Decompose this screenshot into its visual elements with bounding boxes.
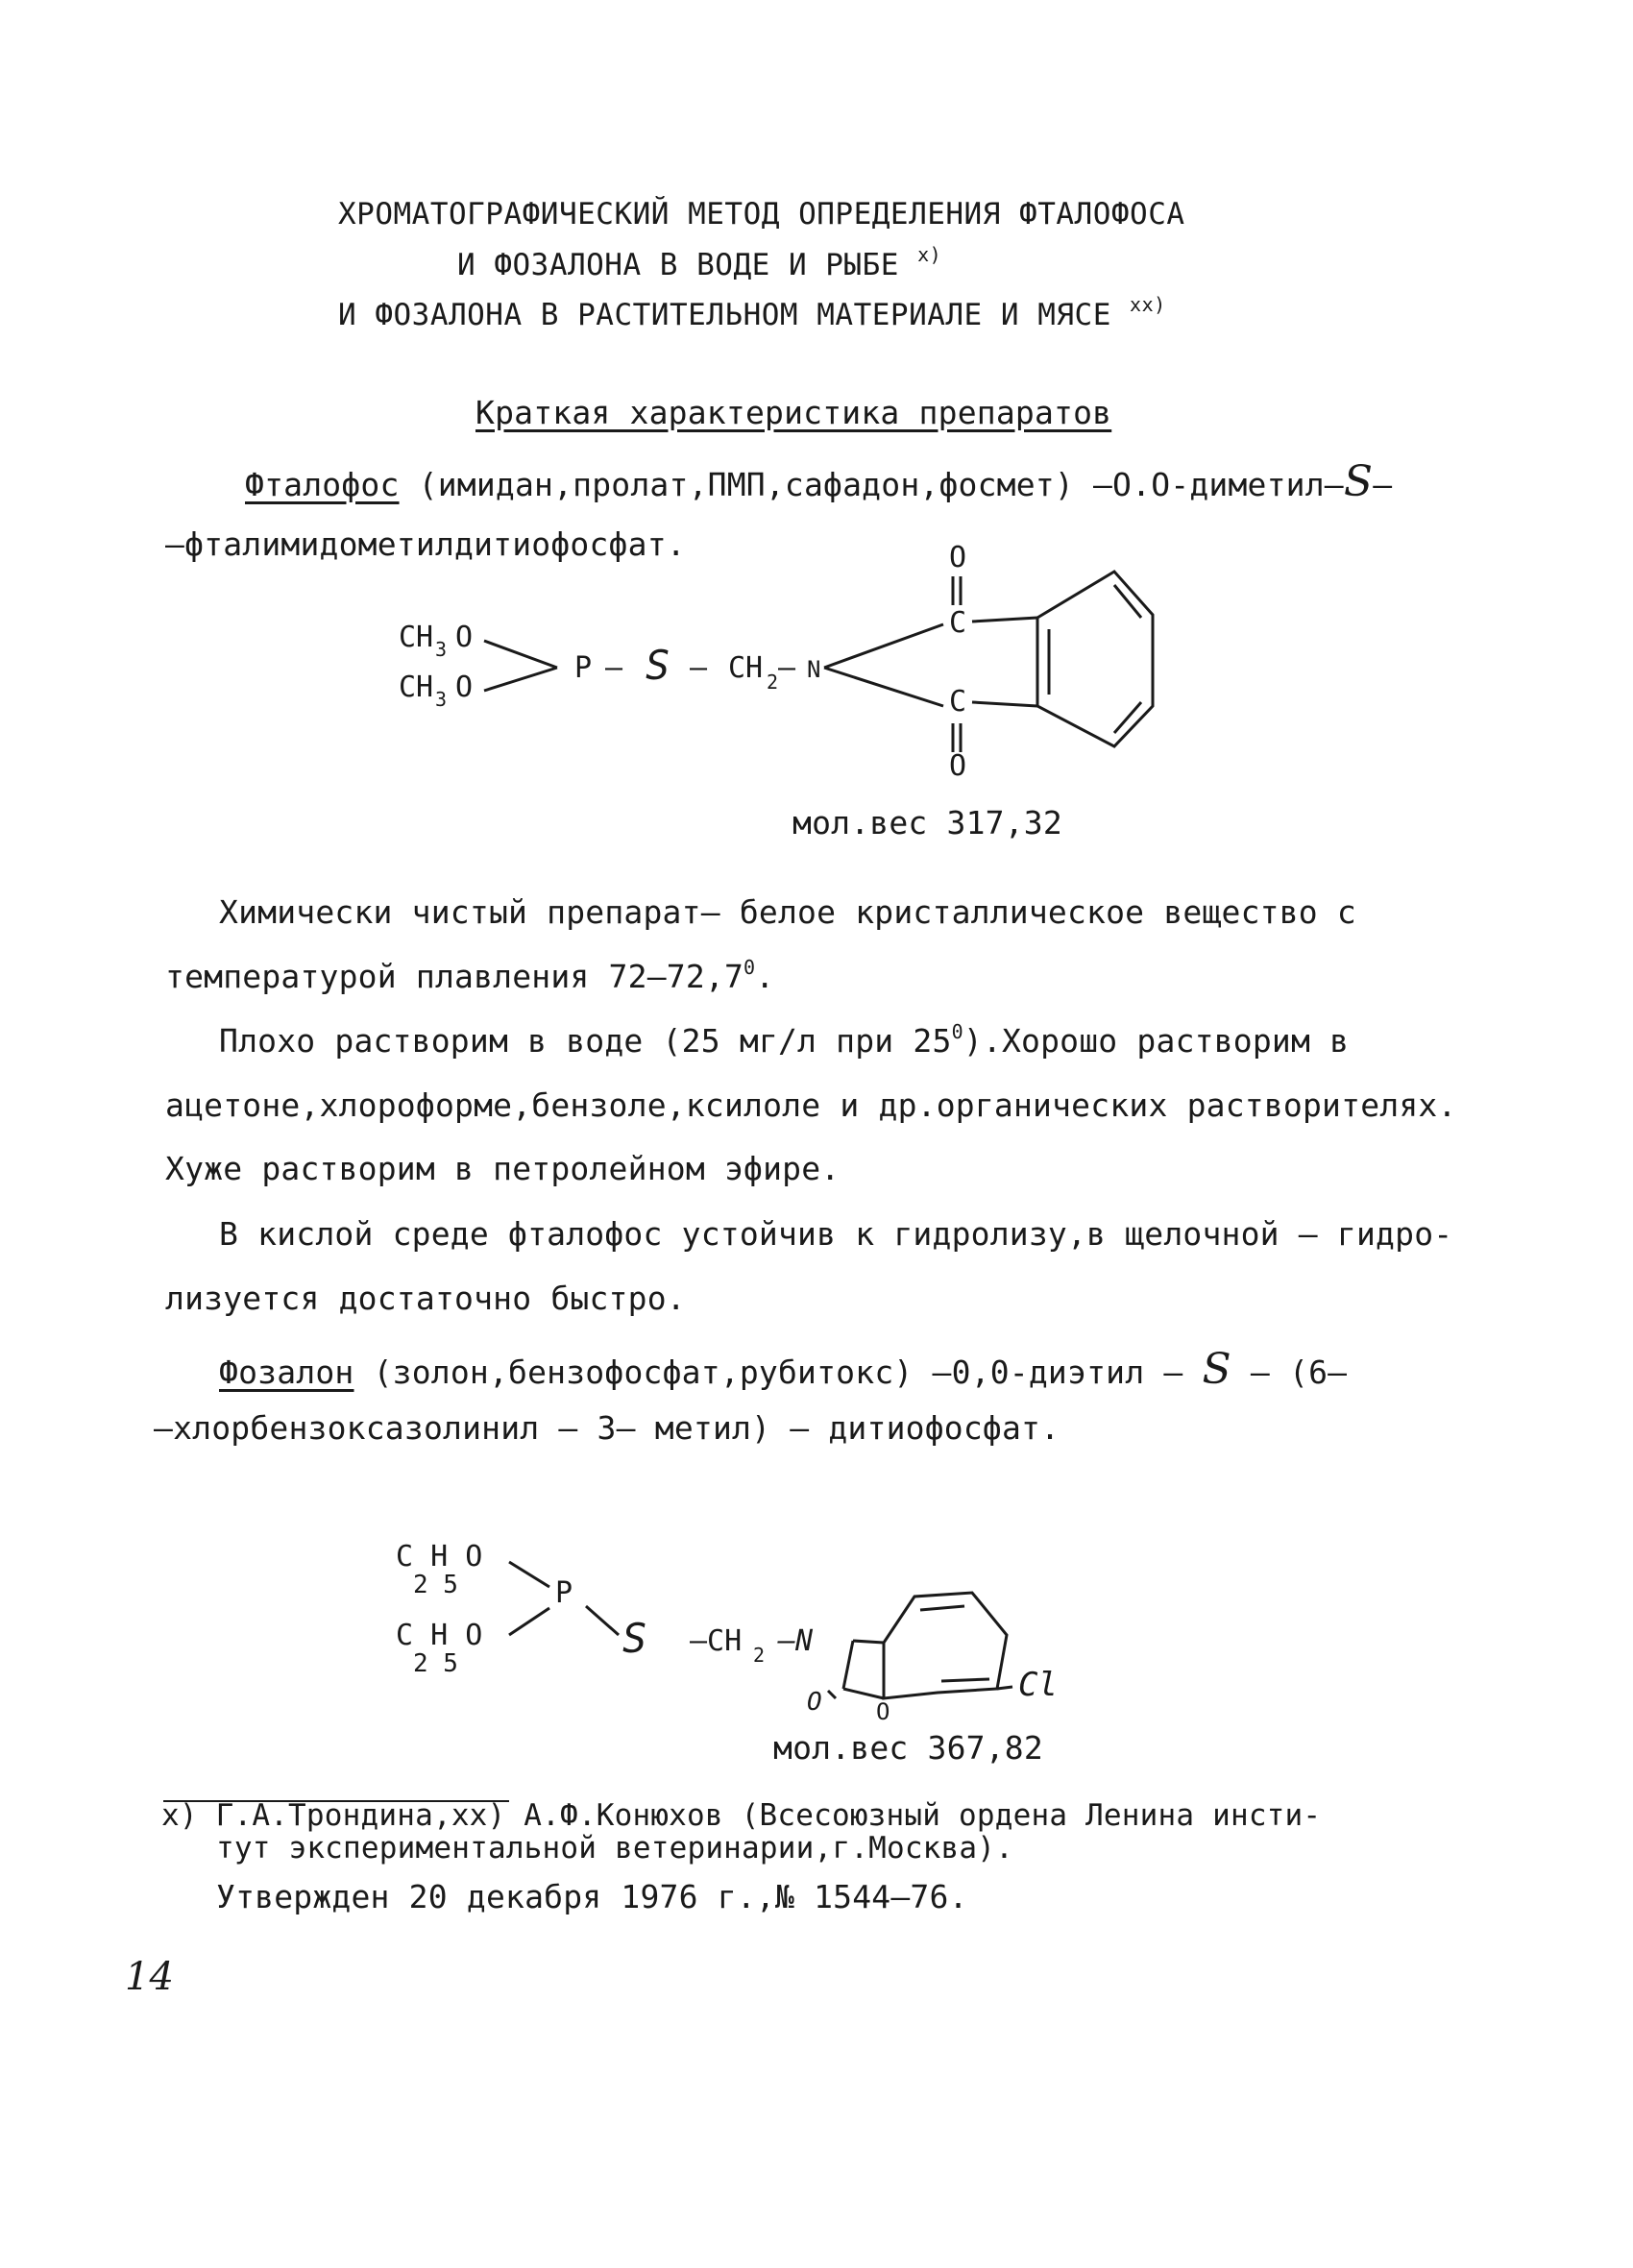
svg-text:C: C	[949, 606, 967, 640]
svg-text:Cl: Cl	[1018, 1666, 1058, 1704]
title-line-3-text: И ФОЗАЛОНА В РАСТИТЕЛЬНОМ МАТЕРИАЛЕ И МЯСЕ	[338, 298, 1111, 332]
footnote-mark-x: х)	[917, 243, 942, 266]
svg-text:–CH: –CH	[690, 1624, 743, 1658]
footnote-line-2: тут экспериментальной ветеринарии,г.Москва).	[216, 1831, 1013, 1866]
svg-text:2 5: 2 5	[413, 1571, 458, 1599]
prop-line-6: В кислой среде фталофос устойчив к гидролизу,в щелочной – гидро-	[219, 1215, 1453, 1253]
phthalophos-s-symbol: S	[1343, 457, 1374, 506]
svg-text:2: 2	[767, 671, 779, 694]
svg-text:3: 3	[435, 638, 448, 661]
svg-text:2 5: 2 5	[413, 1649, 458, 1678]
title-line-1: ХРОМАТОГРАФИЧЕСКИЙ МЕТОД ОПРЕДЕЛЕНИЯ ФТАЛОФОСА	[338, 197, 1185, 232]
footnote-line-3: Утвержден 20 декабря 1976 г.,№ 1544–76.	[216, 1878, 968, 1915]
prop-line-7: лизуется достаточно быстро.	[165, 1280, 686, 1317]
phthalophos-line-2: –фталимидометилдитиофосфат.	[165, 525, 686, 563]
page-number: 14	[125, 1955, 174, 1999]
phosalone-synonyms: (золон,бензофосфат,рубитокс) –0,0-диэтил –	[373, 1353, 1183, 1391]
phosalone-s-symbol: S	[1202, 1345, 1231, 1394]
svg-text:2: 2	[753, 1644, 766, 1667]
prop-line-4: ацетоне,хлороформе,бензоле,ксилоле и др.органических растворителях.	[165, 1086, 1457, 1124]
svg-text:S: S	[622, 1615, 647, 1662]
svg-text:C H O: C H O	[396, 1619, 483, 1652]
melting-end: .	[755, 958, 775, 995]
svg-text:P: P	[555, 1576, 573, 1610]
phosalone-formula-text	[396, 1540, 1058, 1725]
phthalophos-synonyms: (имидан,пролат,ПМП,сафадон,фосмет) –О.О-диметил–	[418, 466, 1344, 503]
phosalone-structure	[384, 1527, 1133, 1748]
footnote-mark-xx: хх)	[1130, 293, 1166, 316]
svg-text:CH: CH	[728, 651, 764, 685]
svg-text:CH: CH	[399, 671, 434, 704]
title-line-3	[338, 293, 1166, 332]
phthalophos-formula-text	[399, 541, 966, 783]
phosalone-line-2: –хлорбензоксазолинил – 3– метил) – дитиофосфат.	[154, 1409, 1060, 1447]
svg-text:O: O	[455, 671, 474, 704]
svg-text:–N: –N	[778, 1624, 814, 1658]
phosalone-name: Фозалон	[219, 1353, 354, 1391]
svg-text:O: O	[876, 1698, 890, 1725]
phosalone-line-1	[219, 1345, 1347, 1394]
svg-text:O: O	[949, 541, 967, 574]
melting-text: температурой плавления 72–72,7	[165, 958, 744, 995]
degree-mark: 0	[743, 956, 756, 979]
phthalophos-line-1: Фталофос (имидан,пролат,ПМП,сафадон,фосмет) –О.О-диметил–S–	[245, 457, 1393, 506]
phosalone-bonds	[509, 1562, 1012, 1698]
prop-line-3	[219, 1022, 1349, 1060]
section-heading: Краткая характеристика препаратов	[475, 394, 1112, 431]
svg-text:O: O	[455, 621, 474, 654]
svg-text:S: S	[646, 642, 670, 689]
svg-text:N: N	[807, 656, 821, 683]
svg-text:3: 3	[435, 688, 448, 711]
title-line-2-text: И ФОЗАЛОНА В ВОДЕ И РЫБЕ	[457, 248, 899, 282]
phthalophos-structure	[384, 533, 1201, 793]
solubility-text: Плохо растворим в воде (25 мг/л при 25	[219, 1022, 952, 1060]
phthalophos-mol-weight: мол.вес 317,32	[792, 804, 1062, 841]
degree-mark-2: 0	[951, 1020, 963, 1043]
title-line-2	[457, 243, 942, 282]
svg-text:–: –	[690, 651, 708, 685]
svg-text:CH: CH	[399, 621, 434, 654]
prop-line-5: Хуже растворим в петролейном эфире.	[165, 1150, 841, 1187]
prop-line-2	[165, 958, 774, 995]
svg-text:–: –	[605, 651, 623, 685]
svg-text:P: P	[574, 651, 593, 685]
solubility-end: ).Хорошо растворим в	[963, 1022, 1350, 1060]
svg-text:C: C	[949, 685, 967, 719]
phosalone-mol-weight: мол.вес 367,82	[773, 1729, 1043, 1767]
phthalophos-name: Фталофос	[245, 466, 400, 503]
svg-text:O: O	[807, 1688, 822, 1717]
phosalone-syn-end: – (6–	[1250, 1353, 1348, 1391]
prop-line-1: Химически чистый препарат– белое кристаллическое вещество с	[219, 893, 1356, 931]
footnote-line-1: х) Г.А.Трондина,хх) А.Ф.Конюхов (Всесоюзный ордена Ленина инсти-	[161, 1798, 1322, 1833]
svg-text:C H O: C H O	[396, 1540, 483, 1573]
svg-text:O: O	[949, 749, 967, 783]
svg-text:–: –	[778, 651, 796, 685]
